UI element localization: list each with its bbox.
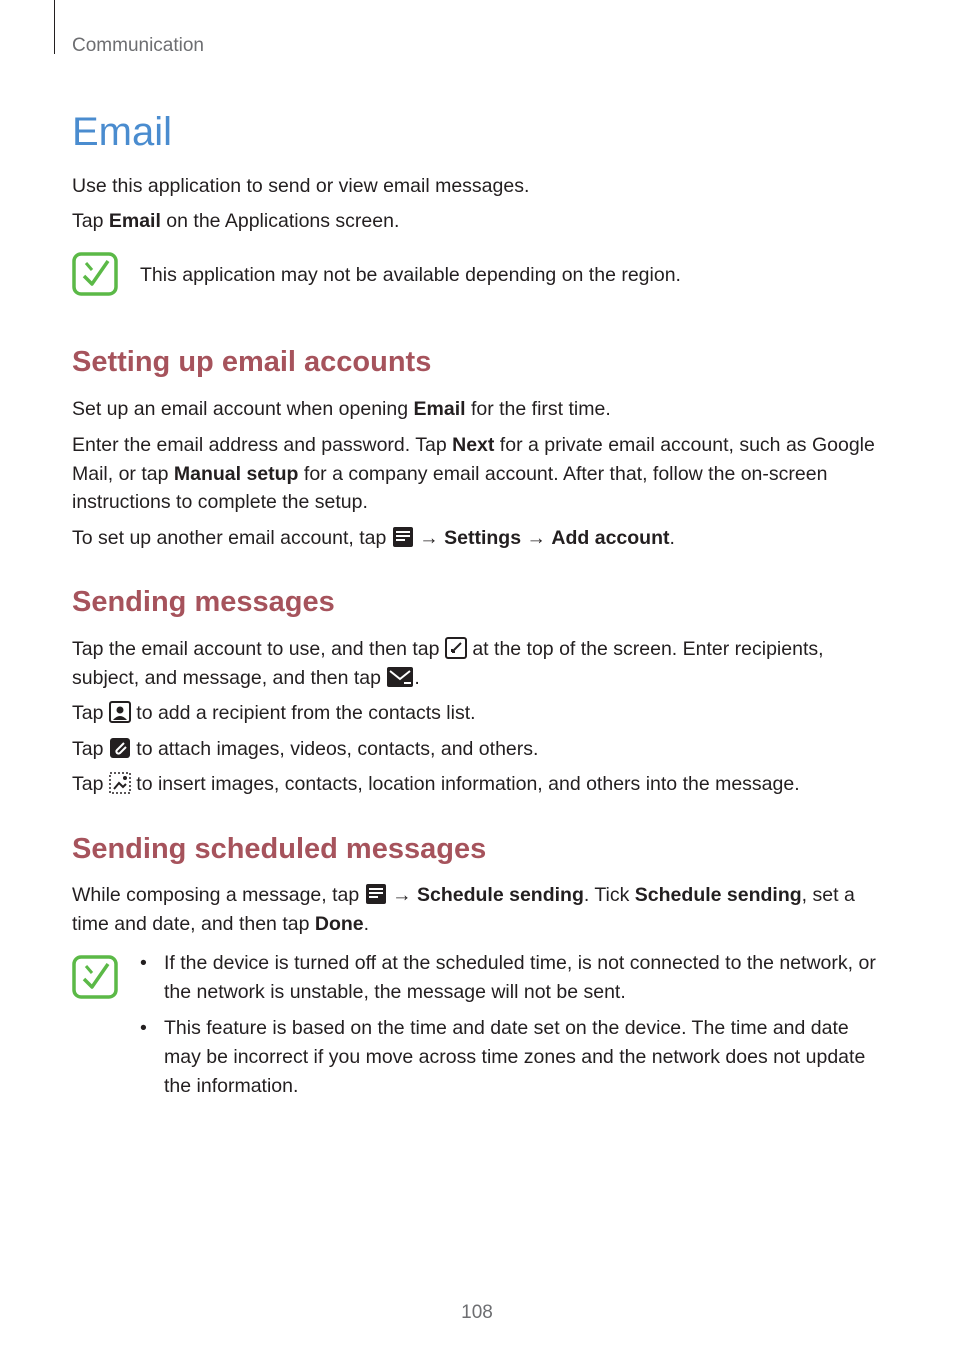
list-item: • If the device is turned off at the scheduled time, is not connected to the network, or the network is unstable, the message will not be sent. bbox=[140, 949, 880, 1007]
send-paragraph-4: Tap to insert images, contacts, location information, and others into the message. bbox=[72, 773, 800, 795]
sched-paragraph-1: While composing a message, tap → Schedule sending. Tick Schedule sending, set a time and date, and then tap Done. bbox=[72, 884, 855, 935]
note-text: This application may not be available depending on the region. bbox=[140, 264, 681, 286]
intro-tap-paragraph: Tap Email on the Applications screen. bbox=[72, 210, 400, 232]
insert-icon bbox=[109, 772, 131, 794]
bullet-mark: • bbox=[140, 952, 147, 974]
menu-icon bbox=[365, 883, 387, 905]
note-icon bbox=[72, 252, 118, 296]
contact-icon bbox=[109, 701, 131, 723]
list-item: • This feature is based on the time and date set on the device. The time and date may be incorrect if you move across time zones and the network does not update the information. bbox=[140, 1014, 880, 1101]
send-paragraph-1: Tap the email account to use, and then tap at the top of the screen. Enter recipients, subject, and message, and then tap . bbox=[72, 638, 824, 689]
send-icon bbox=[386, 666, 414, 688]
send-paragraph-2: Tap to add a recipient from the contacts list. bbox=[72, 702, 476, 724]
heading-setting-up: Setting up email accounts bbox=[72, 346, 432, 378]
page-title: Email bbox=[72, 110, 173, 154]
setup-paragraph-2: Enter the email address and password. Tap Next for a private email account, such as Google Mail, or tap Manual setup for a company email account. After that, follow the on-screen instructions to complete the setup. bbox=[72, 434, 875, 513]
heading-scheduled: Sending scheduled messages bbox=[72, 833, 487, 865]
menu-icon bbox=[392, 526, 414, 548]
note-bullet-list bbox=[140, 949, 880, 1108]
bullet-mark: • bbox=[140, 1017, 147, 1039]
page-number: 108 bbox=[461, 1302, 493, 1323]
setup-paragraph-3: To set up another email account, tap → Settings → Add account. bbox=[72, 527, 675, 549]
heading-sending-messages: Sending messages bbox=[72, 586, 335, 618]
send-paragraph-3: Tap to attach images, videos, contacts, and others. bbox=[72, 738, 539, 760]
attach-icon bbox=[109, 737, 131, 759]
header-rule bbox=[54, 0, 55, 54]
note-icon bbox=[72, 955, 118, 999]
running-header: Communication bbox=[72, 35, 204, 56]
intro-paragraph: Use this application to send or view email messages. bbox=[72, 175, 530, 197]
setup-paragraph-1: Set up an email account when opening Email for the first time. bbox=[72, 398, 611, 420]
compose-icon bbox=[445, 637, 467, 659]
